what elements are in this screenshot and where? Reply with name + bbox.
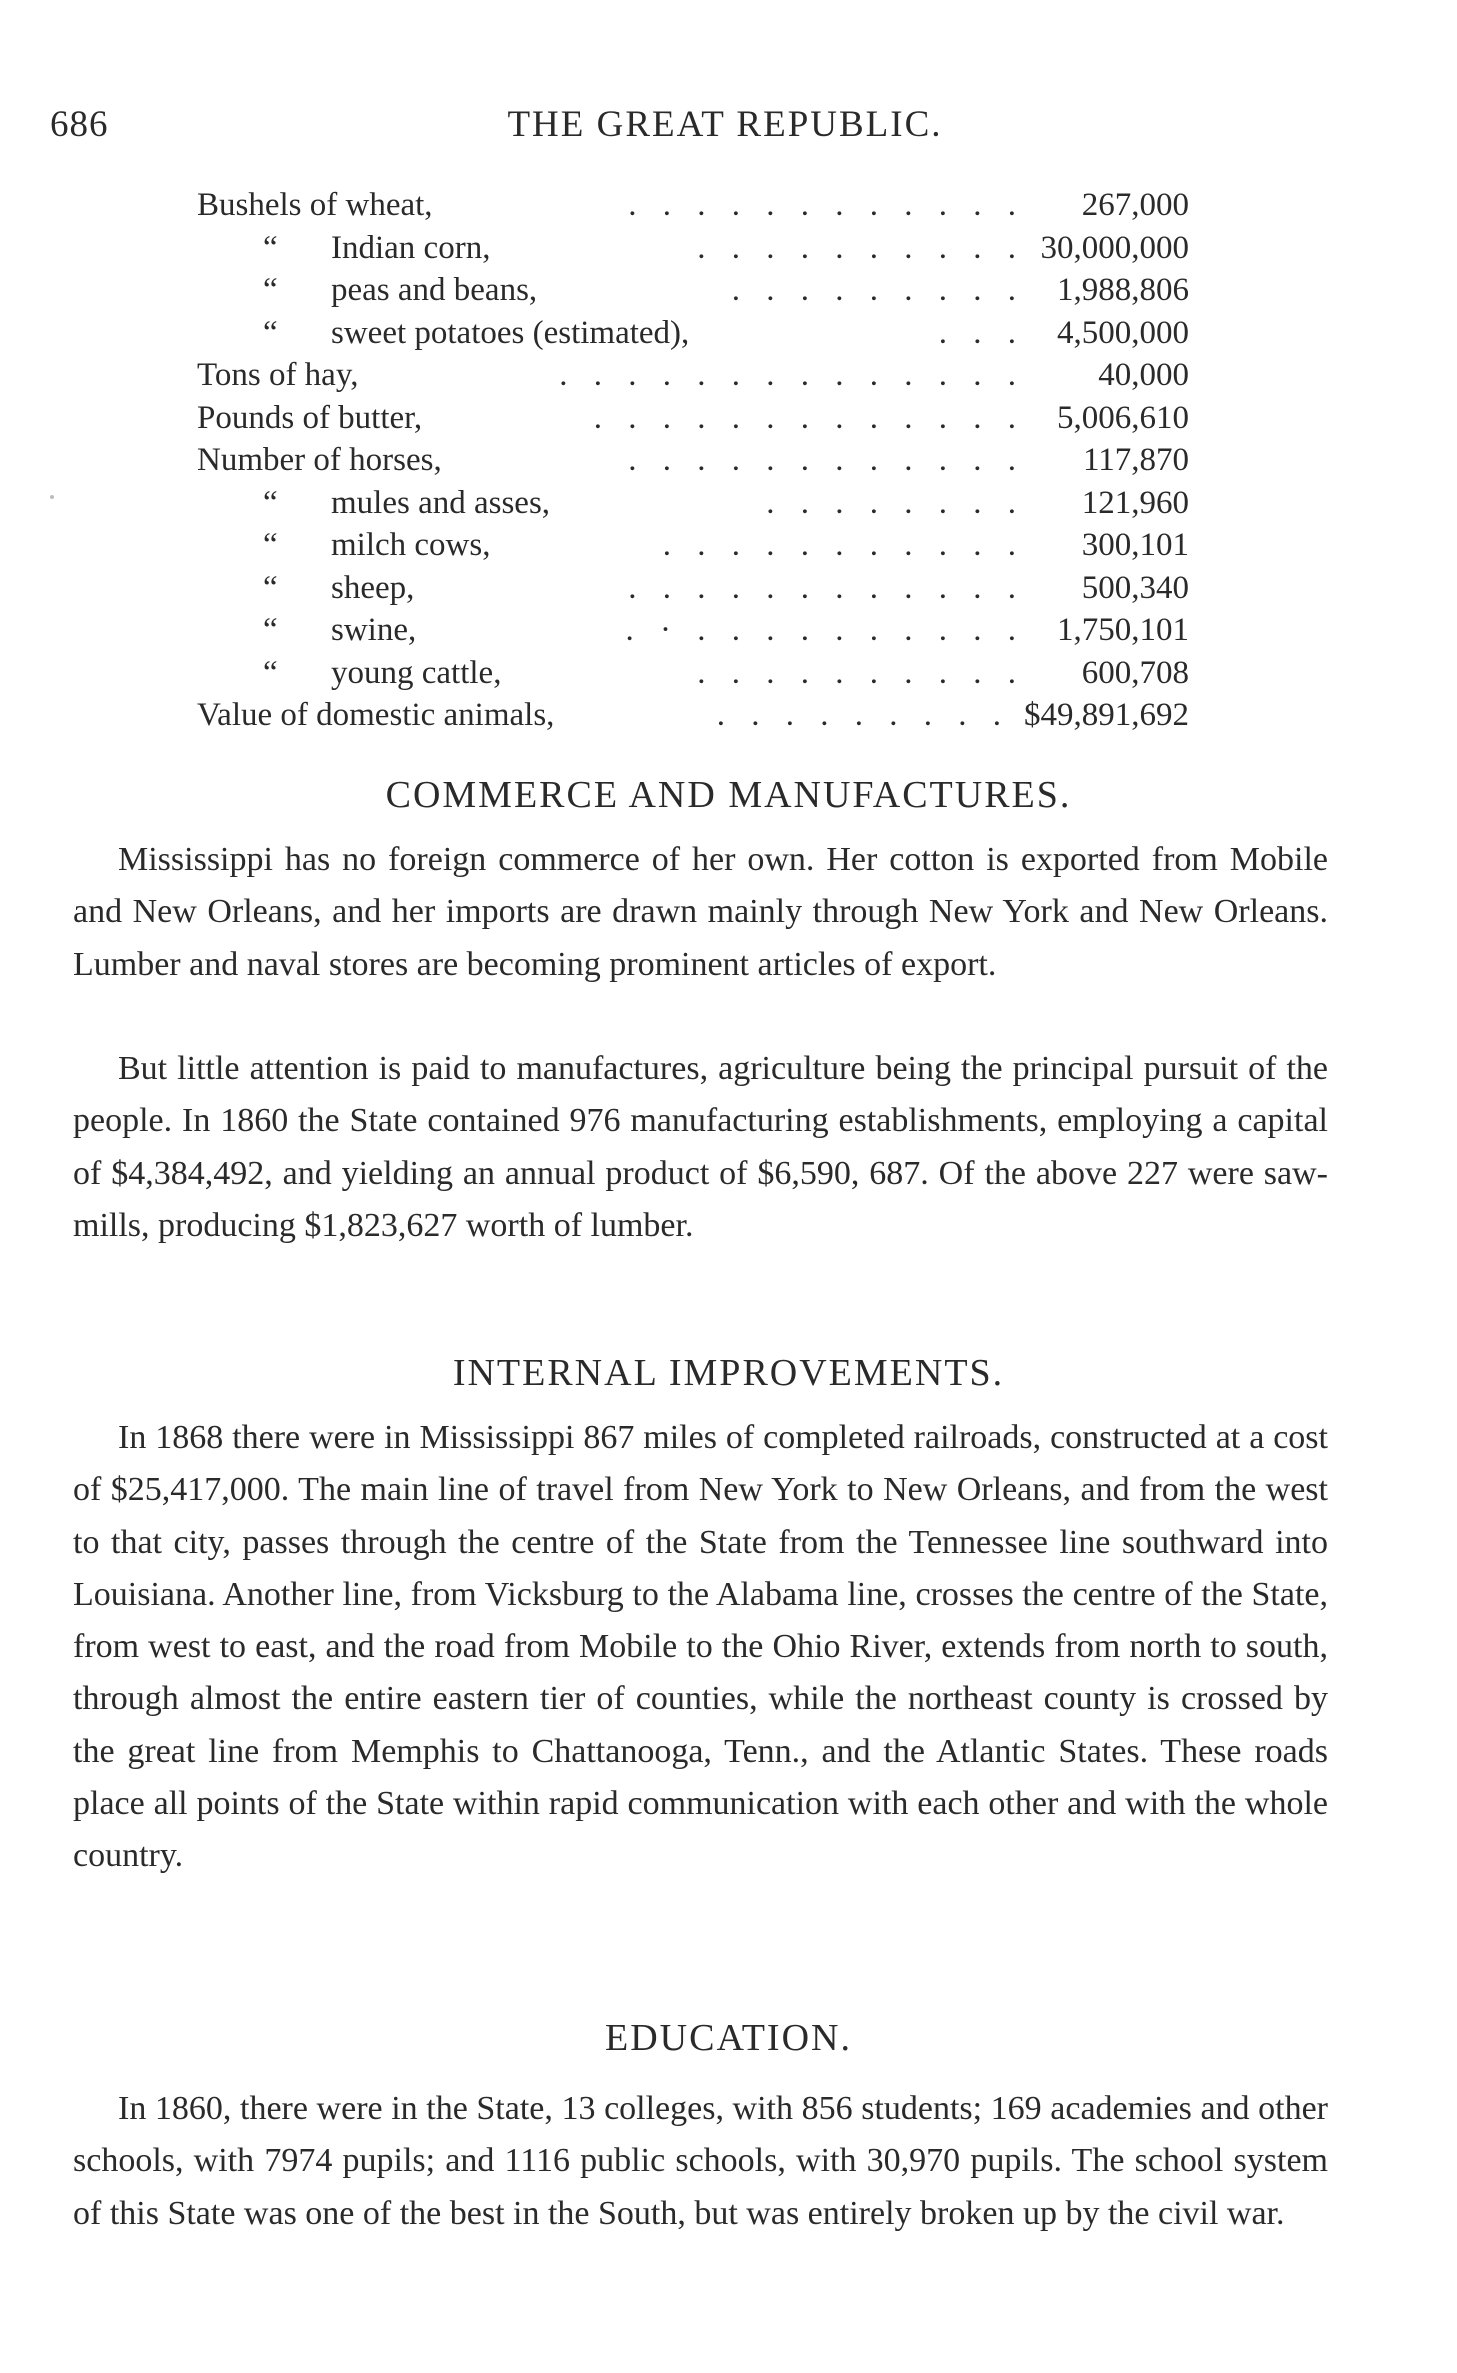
dot-leader: . . . . . . . . . . . . . (593, 399, 1025, 436)
statistics-value: 600,708 (1081, 654, 1189, 691)
statistics-row (197, 272, 1189, 315)
statistics-value: 500,340 (1081, 569, 1189, 606)
statistics-label: Value of domestic animals, (197, 697, 555, 733)
statistics-row (197, 315, 1189, 358)
page-number: 686 (50, 104, 109, 145)
statistics-label: Number of horses, (197, 442, 442, 478)
statistics-label: milch cows, (331, 527, 491, 563)
dot-leader: . . . . . . . . . . . . . . (559, 357, 1025, 393)
running-head (50, 103, 1340, 153)
dot-leader: . . . . . . . . . . . (662, 527, 1025, 563)
heading-education: EDUCATION. (605, 2017, 852, 2059)
statistics-label: swine, (331, 612, 417, 648)
statistics-value: 300,101 (1081, 527, 1189, 563)
statistics-value: 4,500,000 (1057, 314, 1189, 351)
dot-leader: . . . . . . . . . . · . (625, 612, 1025, 648)
statistics-label: peas and beans, (331, 272, 538, 308)
statistics-row (197, 357, 1189, 400)
paragraph-internal-1: In 1868 there were in Mississippi 867 miles of completed railroads, constructed at a cost of $25,417,000. The main line of travel from New York to New Orleans, and from the west to that city, passes through the centre of the State from the Tennessee line southward into Louisiana. Another line, from Vicksburg to the Alabama line, crosses the centre of the State, from west to east, and the road from Mobile to the Ohio River, extends from north to south, through almost the entire eastern tier of counties, while the northeast county is crossed by the great line from Memphis to Chattanooga, Tenn., and the Atlantic States. These roads place all points of the State within rapid communication with each other and with the whole country. (73, 1419, 1328, 1875)
ditto-mark: “ (263, 527, 278, 563)
statistics-table (197, 187, 1189, 740)
dot-leader: . . . . . . . . . . (697, 654, 1025, 691)
dot-leader: . . . . . . . . . (731, 272, 1025, 308)
paragraph-commerce-2: But little attention is paid to manufactures, agriculture being the principal pursuit of the people. In 1860 the State contained 976 manufacturing establishments, employing a capital of $4,384,492, and yielding an annual product of $6,590, 687. Of the above 227 were saw-mills, producing $1,823,627 worth of lumber. (73, 1050, 1328, 1244)
ditto-mark: “ (263, 272, 278, 308)
statistics-value: 267,000 (1081, 187, 1189, 223)
statistics-row (197, 230, 1189, 273)
dot-leader: . . . . . . . . . . (697, 229, 1025, 266)
statistics-value: $49,891,692 (1024, 697, 1189, 733)
statistics-value: 40,000 (1098, 357, 1189, 393)
ditto-mark: “ (263, 314, 278, 351)
statistics-label: sheep, (331, 569, 415, 606)
statistics-label: Bushels of wheat, (197, 187, 433, 223)
ditto-mark: “ (263, 484, 278, 521)
print-speck (50, 495, 54, 499)
ditto-mark: “ (263, 229, 278, 266)
statistics-label: sweet potatoes (estimated), (331, 314, 690, 351)
paragraph-education-1: In 1860, there were in the State, 13 colleges, with 856 students; 169 academies and other schools, with 7974 pupils; and 1116 public schools, with 30,970 pupils. The school system of this State was one of the best in the South, but was entirely broken up by the civil war. (73, 2090, 1328, 2232)
ditto-mark: “ (263, 612, 278, 648)
statistics-row (197, 187, 1189, 230)
statistics-value: 117,870 (1082, 442, 1189, 478)
heading-internal-improvements: INTERNAL IMPROVEMENTS. (452, 1352, 1005, 1394)
statistics-row (197, 527, 1189, 570)
statistics-value: 121,960 (1081, 484, 1189, 521)
dot-leader: . . . . . . . . (766, 484, 1025, 521)
statistics-label: Pounds of butter, (197, 399, 423, 436)
dot-leader: . . . . . . . . . . . . (628, 569, 1025, 606)
statistics-label: young cattle, (331, 654, 502, 691)
statistics-value: 1,988,806 (1057, 272, 1189, 308)
statistics-row (197, 612, 1189, 655)
dot-leader: . . . . . . . . . (716, 697, 1010, 733)
heading-commerce: COMMERCE AND MANUFACTURES. (385, 774, 1072, 816)
statistics-row (197, 655, 1189, 698)
statistics-value: 1,750,101 (1057, 612, 1189, 648)
dot-leader: . . . . . . . . . . . . (628, 442, 1025, 478)
running-title: THE GREAT REPUBLIC. (507, 104, 943, 145)
statistics-label: mules and asses, (331, 484, 551, 521)
paragraph-commerce-1: Mississippi has no foreign commerce of her own. Her cotton is exported from Mobile and New Orleans, and her imports are drawn mainly through New York and New Orleans. Lumber and naval stores are becoming prominent articles of export. (73, 841, 1328, 983)
statistics-row (197, 400, 1189, 443)
statistics-row (197, 570, 1189, 613)
dot-leader: . . . (938, 314, 1025, 351)
statistics-value: 5,006,610 (1057, 399, 1189, 436)
statistics-label: Tons of hay, (197, 357, 359, 393)
ditto-mark: “ (263, 569, 278, 606)
ditto-mark: “ (263, 654, 278, 691)
dot-leader: . . . . . . . . . . . . (628, 187, 1025, 223)
statistics-row (197, 442, 1189, 485)
statistics-row (197, 485, 1189, 528)
statistics-label: Indian corn, (331, 229, 491, 266)
statistics-value: 30,000,000 (1040, 229, 1189, 266)
statistics-row (197, 697, 1189, 740)
